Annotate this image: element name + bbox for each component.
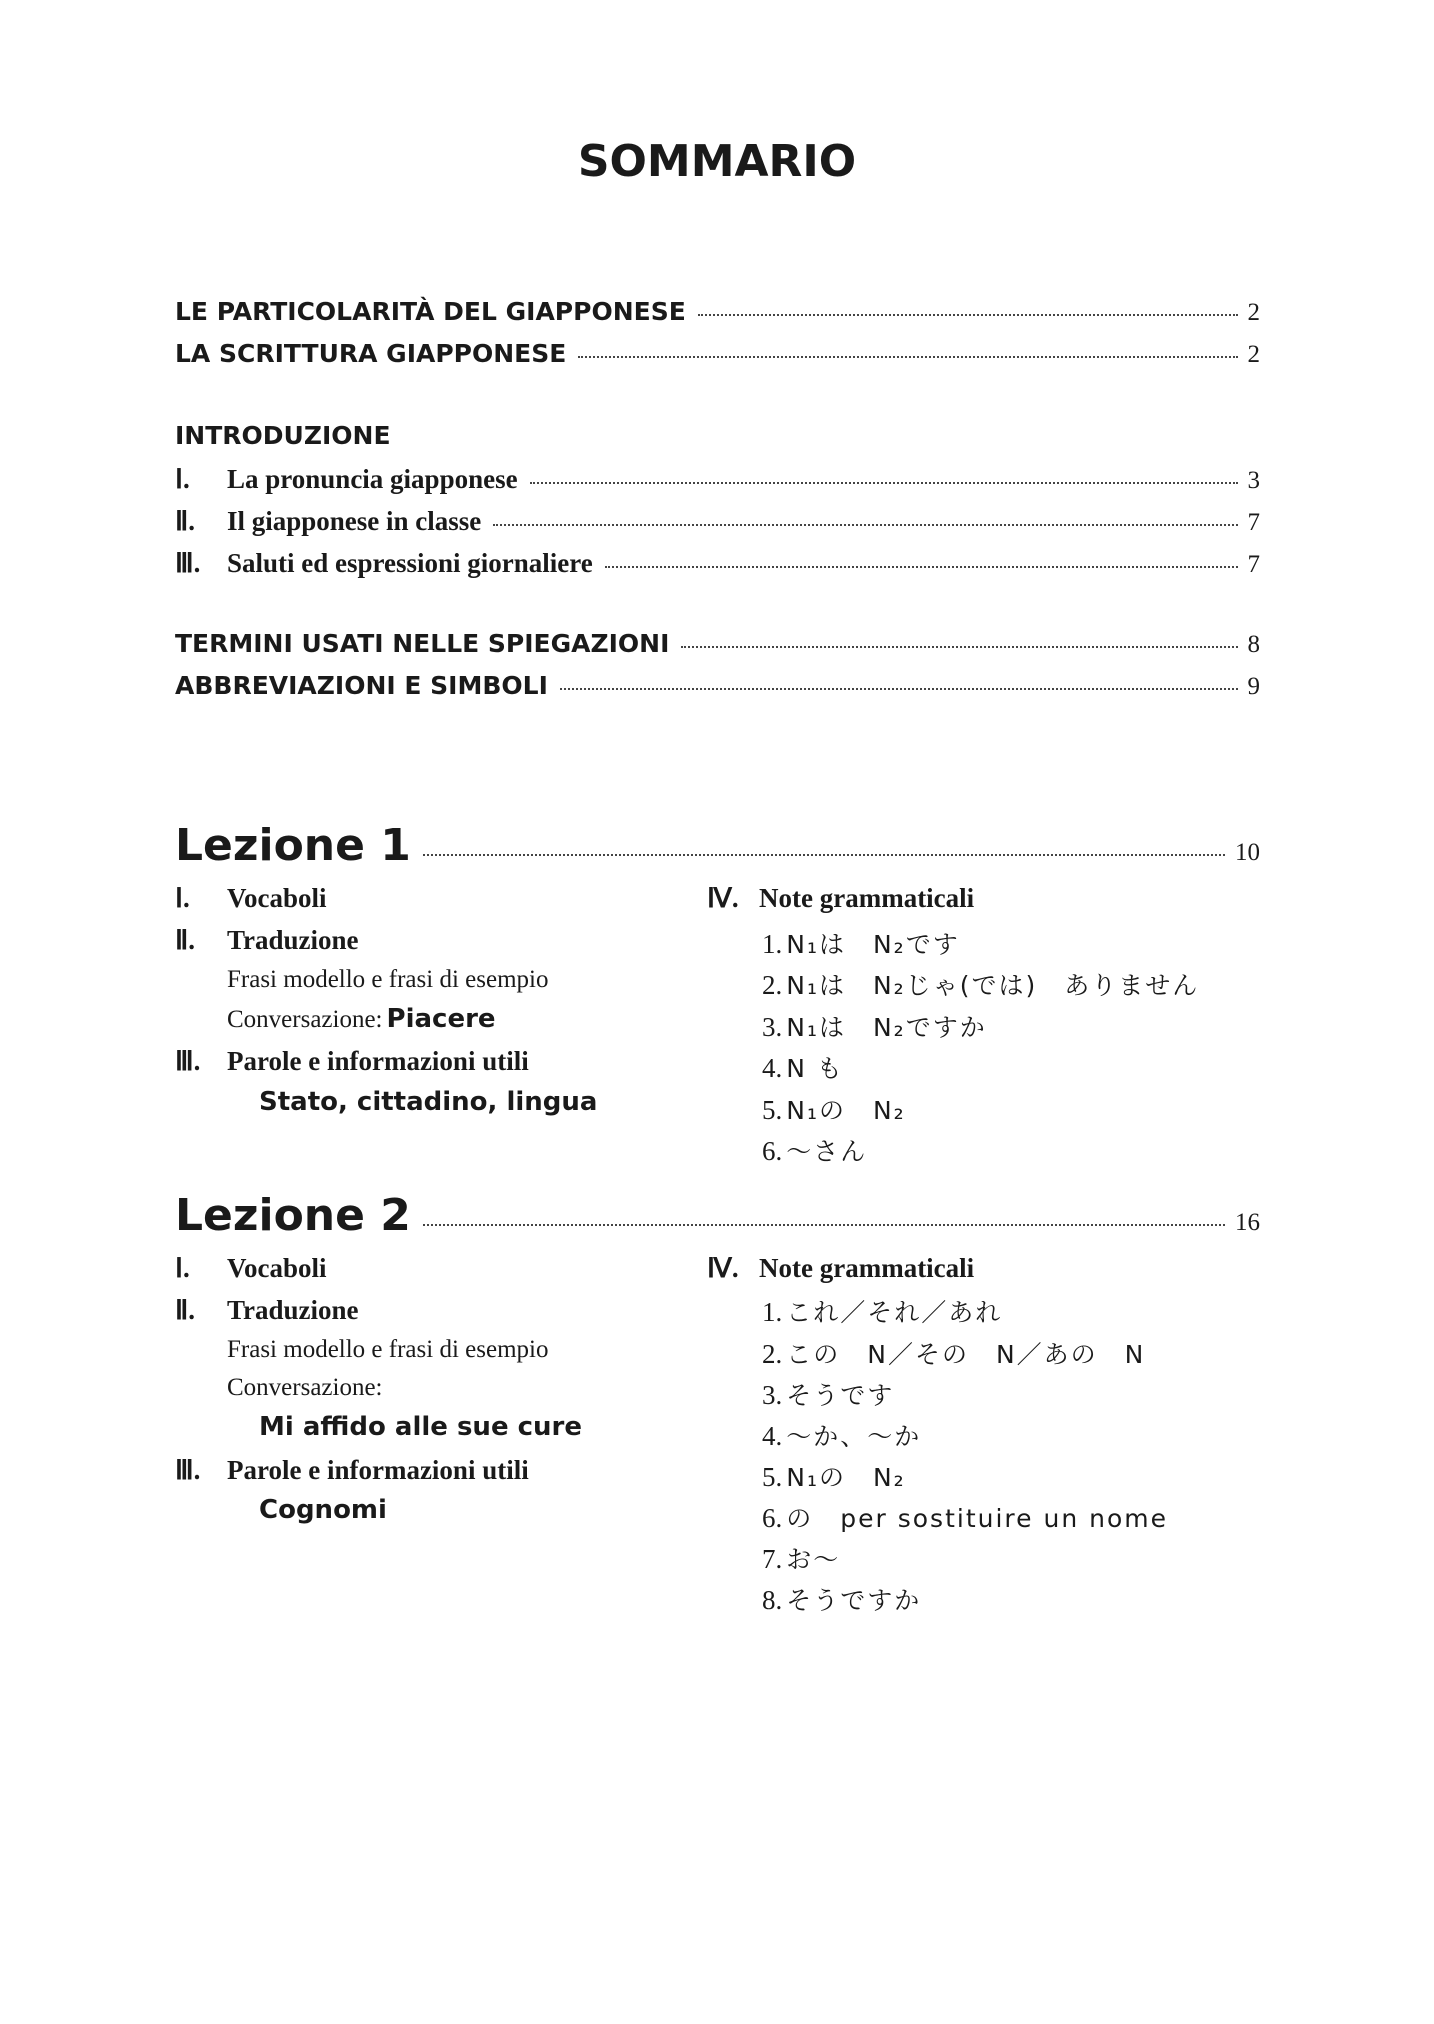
grammar-note (762, 1458, 906, 1494)
toc-entry-page: 2 (1247, 341, 1260, 368)
roman-numeral: Ⅳ. (707, 883, 739, 913)
lesson-2-topic: Cognomi (259, 1495, 387, 1525)
toc-entry-label: Il giapponese in classe (227, 506, 482, 536)
dot-leader (605, 566, 1238, 568)
toc-entry-page: 3 (1247, 467, 1260, 494)
section-label: Traduzione (227, 1295, 359, 1325)
conversation-title: Piacere (386, 1004, 496, 1034)
roman-numeral: Ⅲ. (175, 1455, 201, 1485)
lesson-2-frasi: Frasi modello e frasi di esempio (227, 1336, 549, 1363)
grammar-note (762, 1581, 921, 1617)
lesson-1-heading[interactable] (175, 820, 1260, 871)
roman-numeral: Ⅲ. (175, 548, 201, 578)
grammar-note-text: お～ (786, 1545, 841, 1574)
toc-entry-label: Saluti ed espressioni giornaliere (227, 548, 593, 578)
toc-entry-saluti[interactable] (175, 548, 1260, 579)
toc-entry-label: LA SCRITTURA GIAPPONESE (175, 339, 567, 368)
lesson-2-heading[interactable] (175, 1190, 1260, 1241)
grammar-note-number: 6. (762, 1503, 783, 1533)
grammar-note-text: N₁は N₂です (786, 930, 960, 959)
lesson-2-conversazione-label: Conversazione: (227, 1374, 383, 1401)
lesson-1-parole[interactable] (175, 1046, 529, 1077)
grammar-note (762, 1540, 840, 1576)
toc-entry-page: 9 (1247, 673, 1260, 700)
dot-leader (423, 854, 1225, 856)
grammar-note-text: N₁の N₂ (786, 1463, 906, 1492)
lesson-1-note-grammaticali[interactable] (707, 883, 974, 914)
roman-numeral: Ⅰ. (175, 464, 190, 494)
lesson-title: Lezione 1 (175, 820, 411, 871)
roman-numeral: Ⅰ. (175, 1253, 190, 1283)
dot-leader (681, 646, 1237, 648)
section-label: Vocaboli (227, 883, 327, 913)
grammar-note-text: ～か、～か (786, 1422, 922, 1451)
grammar-note-text: ～さん (786, 1137, 868, 1166)
lesson-1-conversazione (227, 1004, 496, 1034)
grammar-note-number: 8. (762, 1585, 783, 1615)
lesson-1-frasi: Frasi modello e frasi di esempio (227, 966, 549, 993)
lesson-2-parole[interactable] (175, 1455, 529, 1486)
lesson-page: 16 (1235, 1209, 1260, 1236)
toc-entry-abbreviazioni[interactable] (175, 671, 1260, 701)
toc-entry-scrittura[interactable] (175, 339, 1260, 369)
grammar-note (762, 1008, 987, 1044)
grammar-note-number: 5. (762, 1095, 783, 1125)
roman-numeral: Ⅳ. (707, 1253, 739, 1283)
grammar-note-text: N₁は N₂じゃ(では) ありません (786, 971, 1200, 1000)
roman-numeral: Ⅱ. (175, 925, 196, 955)
toc-entry-label: La pronuncia giapponese (227, 464, 518, 494)
toc-entry-label: TERMINI USATI NELLE SPIEGAZIONI (175, 629, 670, 658)
conversation-label: Conversazione: (227, 1006, 383, 1033)
grammar-note-text: N₁は N₂ですか (786, 1013, 987, 1042)
lesson-2-note-grammaticali[interactable] (707, 1253, 974, 1284)
grammar-note-text: この N／その N／あの N (786, 1340, 1146, 1369)
toc-entry-page: 7 (1247, 551, 1260, 578)
grammar-note (762, 1091, 906, 1127)
grammar-note-text: N₁の N₂ (786, 1096, 906, 1125)
grammar-note (762, 1376, 894, 1412)
section-label: Parole e informazioni utili (227, 1455, 529, 1485)
section-label: Note grammaticali (759, 883, 975, 913)
grammar-note (762, 966, 1199, 1002)
grammar-note-number: 2. (762, 1339, 783, 1369)
toc-entry-page: 8 (1247, 631, 1260, 658)
dot-leader (423, 1224, 1225, 1226)
roman-numeral: Ⅱ. (175, 1295, 196, 1325)
toc-entry-page: 2 (1247, 299, 1260, 326)
grammar-note-number: 4. (762, 1053, 783, 1083)
roman-numeral: Ⅱ. (175, 506, 196, 536)
toc-entry-label: LE PARTICOLARITÀ DEL GIAPPONESE (175, 297, 686, 326)
lesson-page: 10 (1235, 839, 1260, 866)
grammar-note-number: 1. (762, 1297, 783, 1327)
grammar-note-text: の per sostituire un nome (786, 1504, 1168, 1533)
lesson-1-traduzione[interactable] (175, 925, 359, 956)
roman-numeral: Ⅰ. (175, 883, 190, 913)
grammar-note-number: 3. (762, 1380, 783, 1410)
dot-leader (560, 688, 1238, 690)
grammar-note (762, 1049, 844, 1085)
grammar-note-text: これ／それ／あれ (786, 1298, 1003, 1327)
grammar-note-number: 3. (762, 1012, 783, 1042)
toc-entry-particolarita[interactable] (175, 297, 1260, 327)
grammar-note-number: 5. (762, 1462, 783, 1492)
grammar-note (762, 1335, 1145, 1371)
intro-heading: INTRODUZIONE (175, 421, 391, 450)
section-label: Vocaboli (227, 1253, 327, 1283)
grammar-note-number: 4. (762, 1421, 783, 1451)
toc-entry-termini[interactable] (175, 629, 1260, 659)
roman-numeral: Ⅲ. (175, 1046, 201, 1076)
grammar-note (762, 1293, 1002, 1329)
grammar-note-number: 2. (762, 970, 783, 1000)
section-label: Parole e informazioni utili (227, 1046, 529, 1076)
grammar-note (762, 925, 960, 961)
grammar-note (762, 1132, 867, 1168)
grammar-note-number: 6. (762, 1136, 783, 1166)
dot-leader (578, 356, 1237, 358)
grammar-note-number: 1. (762, 929, 783, 959)
lesson-1-vocaboli[interactable] (175, 883, 327, 914)
grammar-note (762, 1499, 1168, 1535)
lesson-1-topic: Stato, cittadino, lingua (259, 1087, 598, 1117)
lesson-title: Lezione 2 (175, 1190, 411, 1241)
lesson-2-traduzione[interactable] (175, 1295, 359, 1326)
grammar-note-text: そうですか (786, 1586, 922, 1615)
dot-leader (530, 482, 1238, 484)
section-label: Note grammaticali (759, 1253, 975, 1283)
grammar-note-number: 7. (762, 1544, 783, 1574)
toc-entry-label: ABBREVIAZIONI E SIMBOLI (175, 671, 548, 700)
section-label: Traduzione (227, 925, 359, 955)
grammar-note-text: N も (786, 1054, 844, 1083)
grammar-note (762, 1417, 921, 1453)
toc-entry-page: 7 (1247, 509, 1260, 536)
grammar-note-text: そうです (786, 1381, 895, 1410)
lesson-2-vocaboli[interactable] (175, 1253, 327, 1284)
lesson-2-conversation-title: Mi affido alle sue cure (259, 1412, 583, 1442)
dot-leader (698, 314, 1238, 316)
dot-leader (493, 524, 1237, 526)
toc-entry-classe[interactable] (175, 506, 1260, 537)
page-title: SOMMARIO (577, 136, 857, 187)
toc-entry-pronuncia[interactable] (175, 464, 1260, 495)
